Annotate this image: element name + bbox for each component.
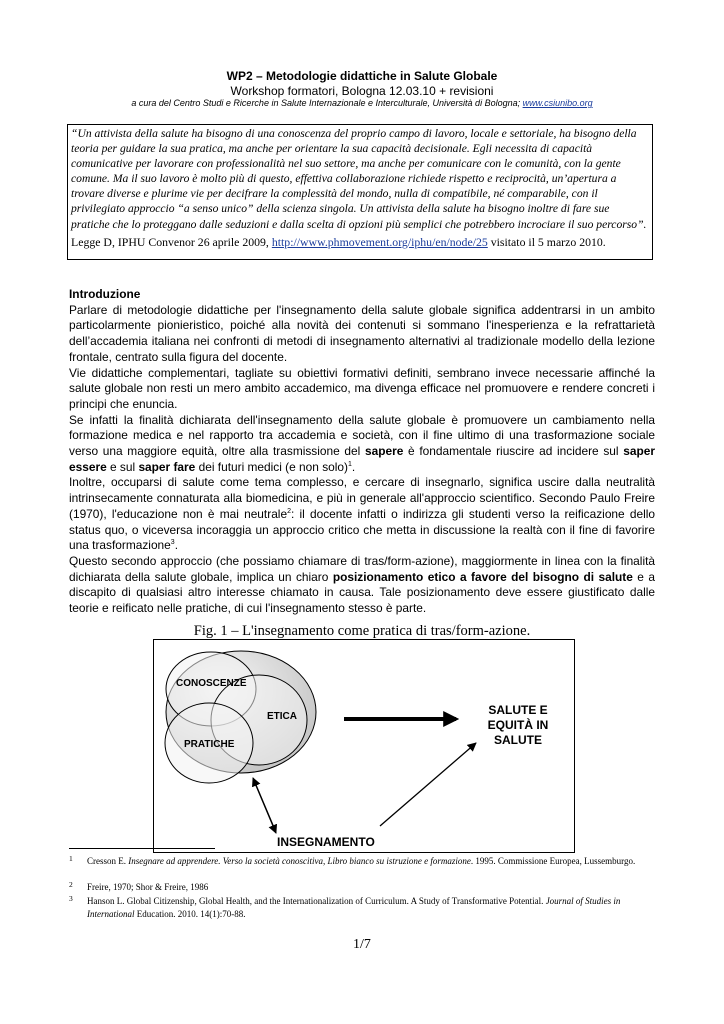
credit-text: a cura del Centro Studi e Ricerche in Salute Internazionale e Interculturale, Università di Bologna; <box>131 98 523 108</box>
footnote-3 <box>69 895 659 921</box>
paragraph-1: Parlare di metodologie didattiche per l'insegnamento della salute globale significa addentrarsi in un ambito particolarmente pionieristico, poiché alla novità dei contenuti si sommano l'inesperienza e la refrattarietà dell’accademia italiana nei confronti di metodi di insegnamento alternativi al tradizionale modello della lezione frontale, centrato sulla figura del docente. <box>69 302 655 364</box>
footnote-1-source: . 1995. Commissione Europea, Lussemburgo. <box>470 856 636 866</box>
quote-citation <box>71 235 649 250</box>
csiunibo-link[interactable]: www.csiunibo.org <box>522 98 593 108</box>
citation-text: Legge D, IPHU Convenor 26 aprile 2009, <box>71 234 272 249</box>
quote-box <box>67 124 653 260</box>
footnote-2 <box>69 881 659 894</box>
paragraph-3-text-4: dei futuri medici (e non solo) <box>195 459 348 474</box>
footnote-text: Freire, 1970; Shor & Freire, 1986 <box>87 882 209 892</box>
page-number: 1/7 <box>353 937 371 952</box>
saper-essere-bold: saper essere <box>69 444 655 474</box>
paragraph-4-end: . <box>174 538 179 553</box>
document-title: WP2 – Metodologie didattiche in Salute Globale <box>226 69 498 83</box>
label-conoscenze: CONOSCENZE <box>176 678 247 689</box>
footnote-1-author: Cresson E. <box>87 856 129 866</box>
arrow-from-circles <box>255 783 276 833</box>
paragraph-4-text-2: : il docente infatti o indirizza gli studenti verso la reificazione dello status quo, o viceversa incoraggia un approccio critico che metta in discussione la realtà con il fine di favorire una trasformazione <box>69 506 655 553</box>
footnote-number: 1 <box>69 854 73 863</box>
paragraph-5 <box>69 554 655 617</box>
ethical-positioning-bold: posizionamento etico a favore del bisogno di salute <box>332 569 633 584</box>
footnote-3-journal: Journal of Studies in International <box>87 896 621 919</box>
paragraph-3-text-2: è fondamentale riuscire ad incidere sul <box>403 444 624 459</box>
paragraph-2: Vie didattiche complementari, tagliate su obiettivi formativi definiti, sembrano invece necessarie affinché la salute globale non resti un mero ambito accademico, ma divenga efficace nel promuovere e rendere concreti i principi che enuncia. <box>69 365 655 411</box>
document-credit <box>60 98 664 108</box>
label-insegnamento: INSEGNAMENTO <box>277 835 375 849</box>
paragraph-3-text-3: e sul <box>106 459 139 474</box>
arrow-to-salute <box>380 743 476 826</box>
footnote-3-source: Education. 2010. 14(1):70-88. <box>134 909 246 919</box>
paragraph-4 <box>69 475 655 554</box>
label-etica: ETICA <box>267 711 297 722</box>
sapere-bold: sapere <box>365 444 404 459</box>
quote-text: “Un attivista della salute ha bisogno di una conoscenza del proprio campo di lavoro, locale e settoriale, ha bisogno della teoria per guidare la sua pratica, ma anche per orientare la sua capacità decisionale. Egli necessita di capacità comunicative per lavorare con professionalità nel suo settore, ma anche per comunicare con le comunità, con la gente comune. Ma il suo lavoro è molto più di questo, effettiva collaborazione richiede rispetto e reciprocità, un’apertura a trovare diverse e plurime vie per decifrare la complessità del mondo, nulla di compatibile, né comparabile, con il privilegiato approccio “a senso unico” della scienza singola. Un attivista della salute ha bisogno inoltre di fare sue pratiche che lo proteggano dalle seduzioni e dalla scelta di opzioni più semplici che potrebbero incrociare il suo percorso”. <box>71 127 647 231</box>
paragraph-3-text: Se infatti la finalità dichiarata dell'insegnamento della salute globale è promuovere un cambiamento nella formazione medica e nel rapporto tra accademia e società, con il fine ultimo di una trasformazione sociale verso una maggiore equità, oltre alla trasmissione del <box>69 412 655 459</box>
footnote-number: 3 <box>69 894 73 903</box>
footnote-1 <box>69 855 659 868</box>
paragraph-5-text: Questo secondo approccio (che possiamo chiamare di tras/form-azione), maggiormente in linea con la finalità dichiarata della salute globale, implica un chiaro <box>69 553 655 584</box>
phmovement-link[interactable]: http://www.phmovement.org/iphu/en/node/25 <box>271 234 488 249</box>
introduction-section <box>69 287 655 617</box>
paragraph-3-end: . <box>351 459 356 474</box>
footnote-ref-3[interactable]: 3 <box>170 539 175 547</box>
footnote-ref-1[interactable]: 1 <box>347 460 352 468</box>
figure-caption: Fig. 1 – L'insegnamento come pratica di tras/form-azione. <box>193 623 531 639</box>
document-subtitle: Workshop formatori, Bologna 12.03.10 + revisioni <box>230 84 494 98</box>
footnote-rule <box>69 848 215 849</box>
saper-fare-bold: saper fare <box>138 459 196 474</box>
figure-diagram <box>153 639 575 853</box>
label-pratiche: PRATICHE <box>184 739 235 750</box>
citation-suffix: visitato il 5 marzo 2010. <box>487 234 606 249</box>
section-title: Introduzione <box>69 287 141 301</box>
footnote-1-title: Insegnare ad apprendere. Verso la società conoscitiva, Libro bianco su istruzione e formazione <box>128 856 471 866</box>
paragraph-4-text: Inoltre, occuparsi di salute come tema complesso, e cercare di insegnarlo, significa uscire dalla neutralità intrinsecamente connaturata alla biomedicina, e più in generale all'approccio scientifico. Secondo Paulo Freire (1970), l'educazione non è mai neutrale <box>69 475 655 521</box>
label-salute-equita: SALUTE E EQUITÀ IN SALUTE <box>487 703 549 747</box>
footnote-text <box>87 855 659 868</box>
footnote-ref-2[interactable]: 2 <box>287 507 291 515</box>
paragraph-3 <box>69 413 655 476</box>
footnote-number: 2 <box>69 880 73 889</box>
paragraph-5-text-2: e a discapito di qualsiasi altro interesse chiamato in causa. Tale posizionamento deve essere giustificato dalle teorie e reificato nelle pratiche, di cui l'insegnamento stesso è parte. <box>69 569 655 616</box>
footnote-text <box>87 895 659 921</box>
footnote-3-author: Hanson L. Global Citizenship, Global Health, and the Internationalization of Curriculum. A Study of Transformative Potential. <box>87 896 546 906</box>
